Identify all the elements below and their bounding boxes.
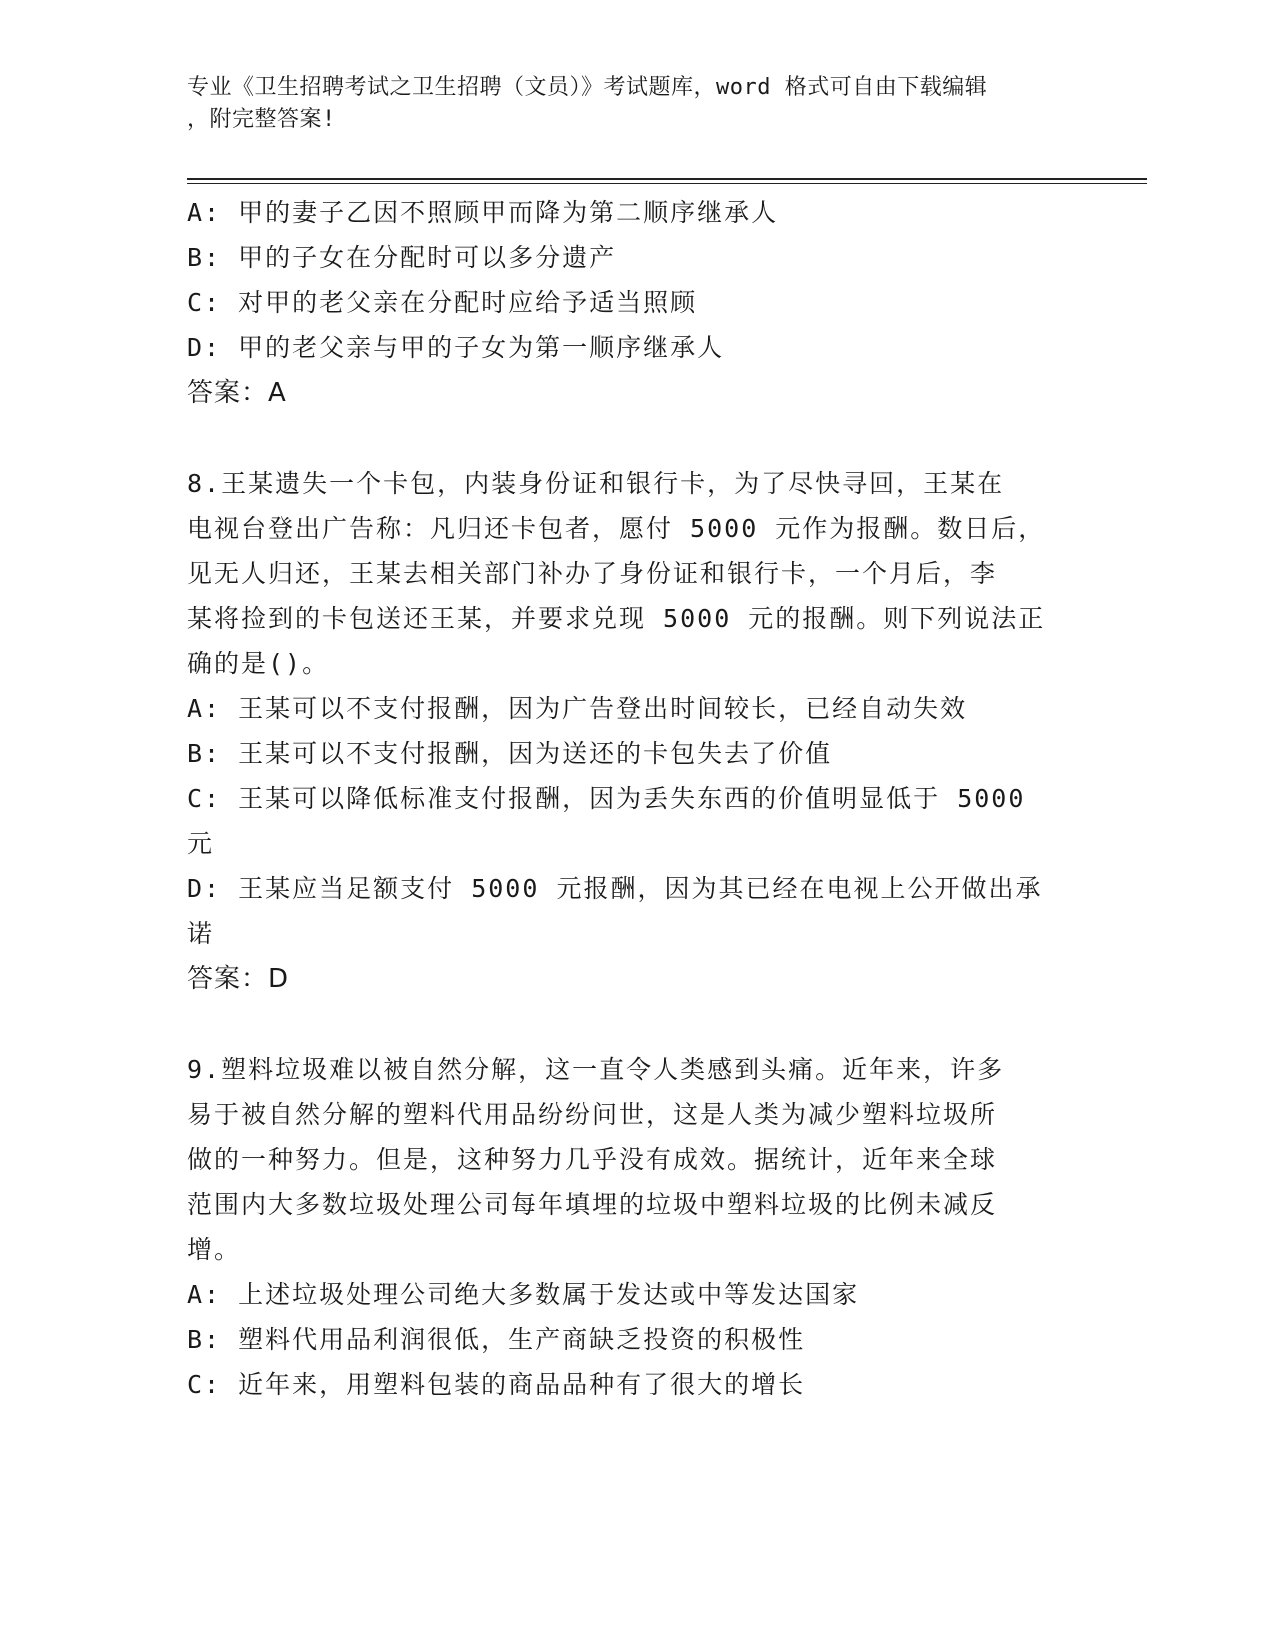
spacer: [187, 416, 1067, 461]
option-c-continued: 元: [187, 829, 215, 858]
option-c: C: 近年来，用塑料包装的商品品种有了很大的增长: [187, 1370, 806, 1399]
question-9-stem-line: 增。: [187, 1235, 242, 1264]
question-7-answer: 答案：A: [187, 378, 287, 408]
option-d: D: 甲的老父亲与甲的子女为第一顺序继承人: [187, 333, 725, 362]
question-7-options: [187, 190, 1067, 370]
option-a: A: 王某可以不支付报酬，因为广告登出时间较长，已经自动失效: [187, 694, 968, 723]
option-b: B: 王某可以不支付报酬，因为送还的卡包失去了价值: [187, 739, 833, 768]
document-header: [187, 72, 1067, 136]
question-8-stem-line: 8.王某遗失一个卡包，内装身份证和银行卡，为了尽快寻回，王某在: [187, 469, 1005, 498]
spacer: [187, 1002, 1067, 1047]
option-d-continued: 诺: [187, 919, 215, 948]
question-8-answer: 答案：D: [187, 964, 290, 994]
option-b: B: 甲的子女在分配时可以多分遗产: [187, 243, 617, 272]
question-8-stem-line: 确的是()。: [187, 649, 330, 678]
question-8-stem-line: 见无人归还，王某去相关部门补办了身份证和银行卡，一个月后，李: [187, 559, 998, 588]
header-rule-thin: [187, 183, 1147, 184]
header-rule-thick: [187, 178, 1147, 180]
question-8: [187, 461, 1067, 956]
question-8-stem-line: 电视台登出广告称：凡归还卡包者，愿付 5000 元作为报酬。数日后，: [187, 514, 1046, 543]
document-body: [187, 190, 1067, 1407]
question-9-stem-line: 易于被自然分解的塑料代用品纷纷问世，这是人类为减少塑料垃圾所: [187, 1100, 998, 1129]
question-8-stem-line: 某将捡到的卡包送还王某，并要求兑现 5000 元的报酬。则下列说法正: [187, 604, 1046, 633]
option-c: C: 王某可以降低标准支付报酬，因为丢失东西的价值明显低于 5000: [187, 784, 1026, 813]
header-line-2: ，附完整答案!: [187, 107, 336, 132]
header-line-1: 专业《卫生招聘考试之卫生招聘（文员）》考试题库，word 格式可自由下载编辑: [187, 75, 988, 100]
option-b: B: 塑料代用品利润很低，生产商缺乏投资的积极性: [187, 1325, 806, 1354]
question-9-stem-line: 做的一种努力。但是，这种努力几乎没有成效。据统计，近年来全球: [187, 1145, 998, 1174]
option-d: D: 王某应当足额支付 5000 元报酬，因为其已经在电视上公开做出承: [187, 874, 1043, 903]
question-9: [187, 1047, 1067, 1407]
option-c: C: 对甲的老父亲在分配时应给予适当照顾: [187, 288, 698, 317]
option-a: A: 上述垃圾处理公司绝大多数属于发达或中等发达国家: [187, 1280, 860, 1309]
question-9-stem-line: 范围内大多数垃圾处理公司每年填埋的垃圾中塑料垃圾的比例未减反: [187, 1190, 998, 1219]
question-9-stem-line: 9.塑料垃圾难以被自然分解，这一直令人类感到头痛。近年来，许多: [187, 1055, 1005, 1084]
option-a: A: 甲的妻子乙因不照顾甲而降为第二顺序继承人: [187, 198, 779, 227]
